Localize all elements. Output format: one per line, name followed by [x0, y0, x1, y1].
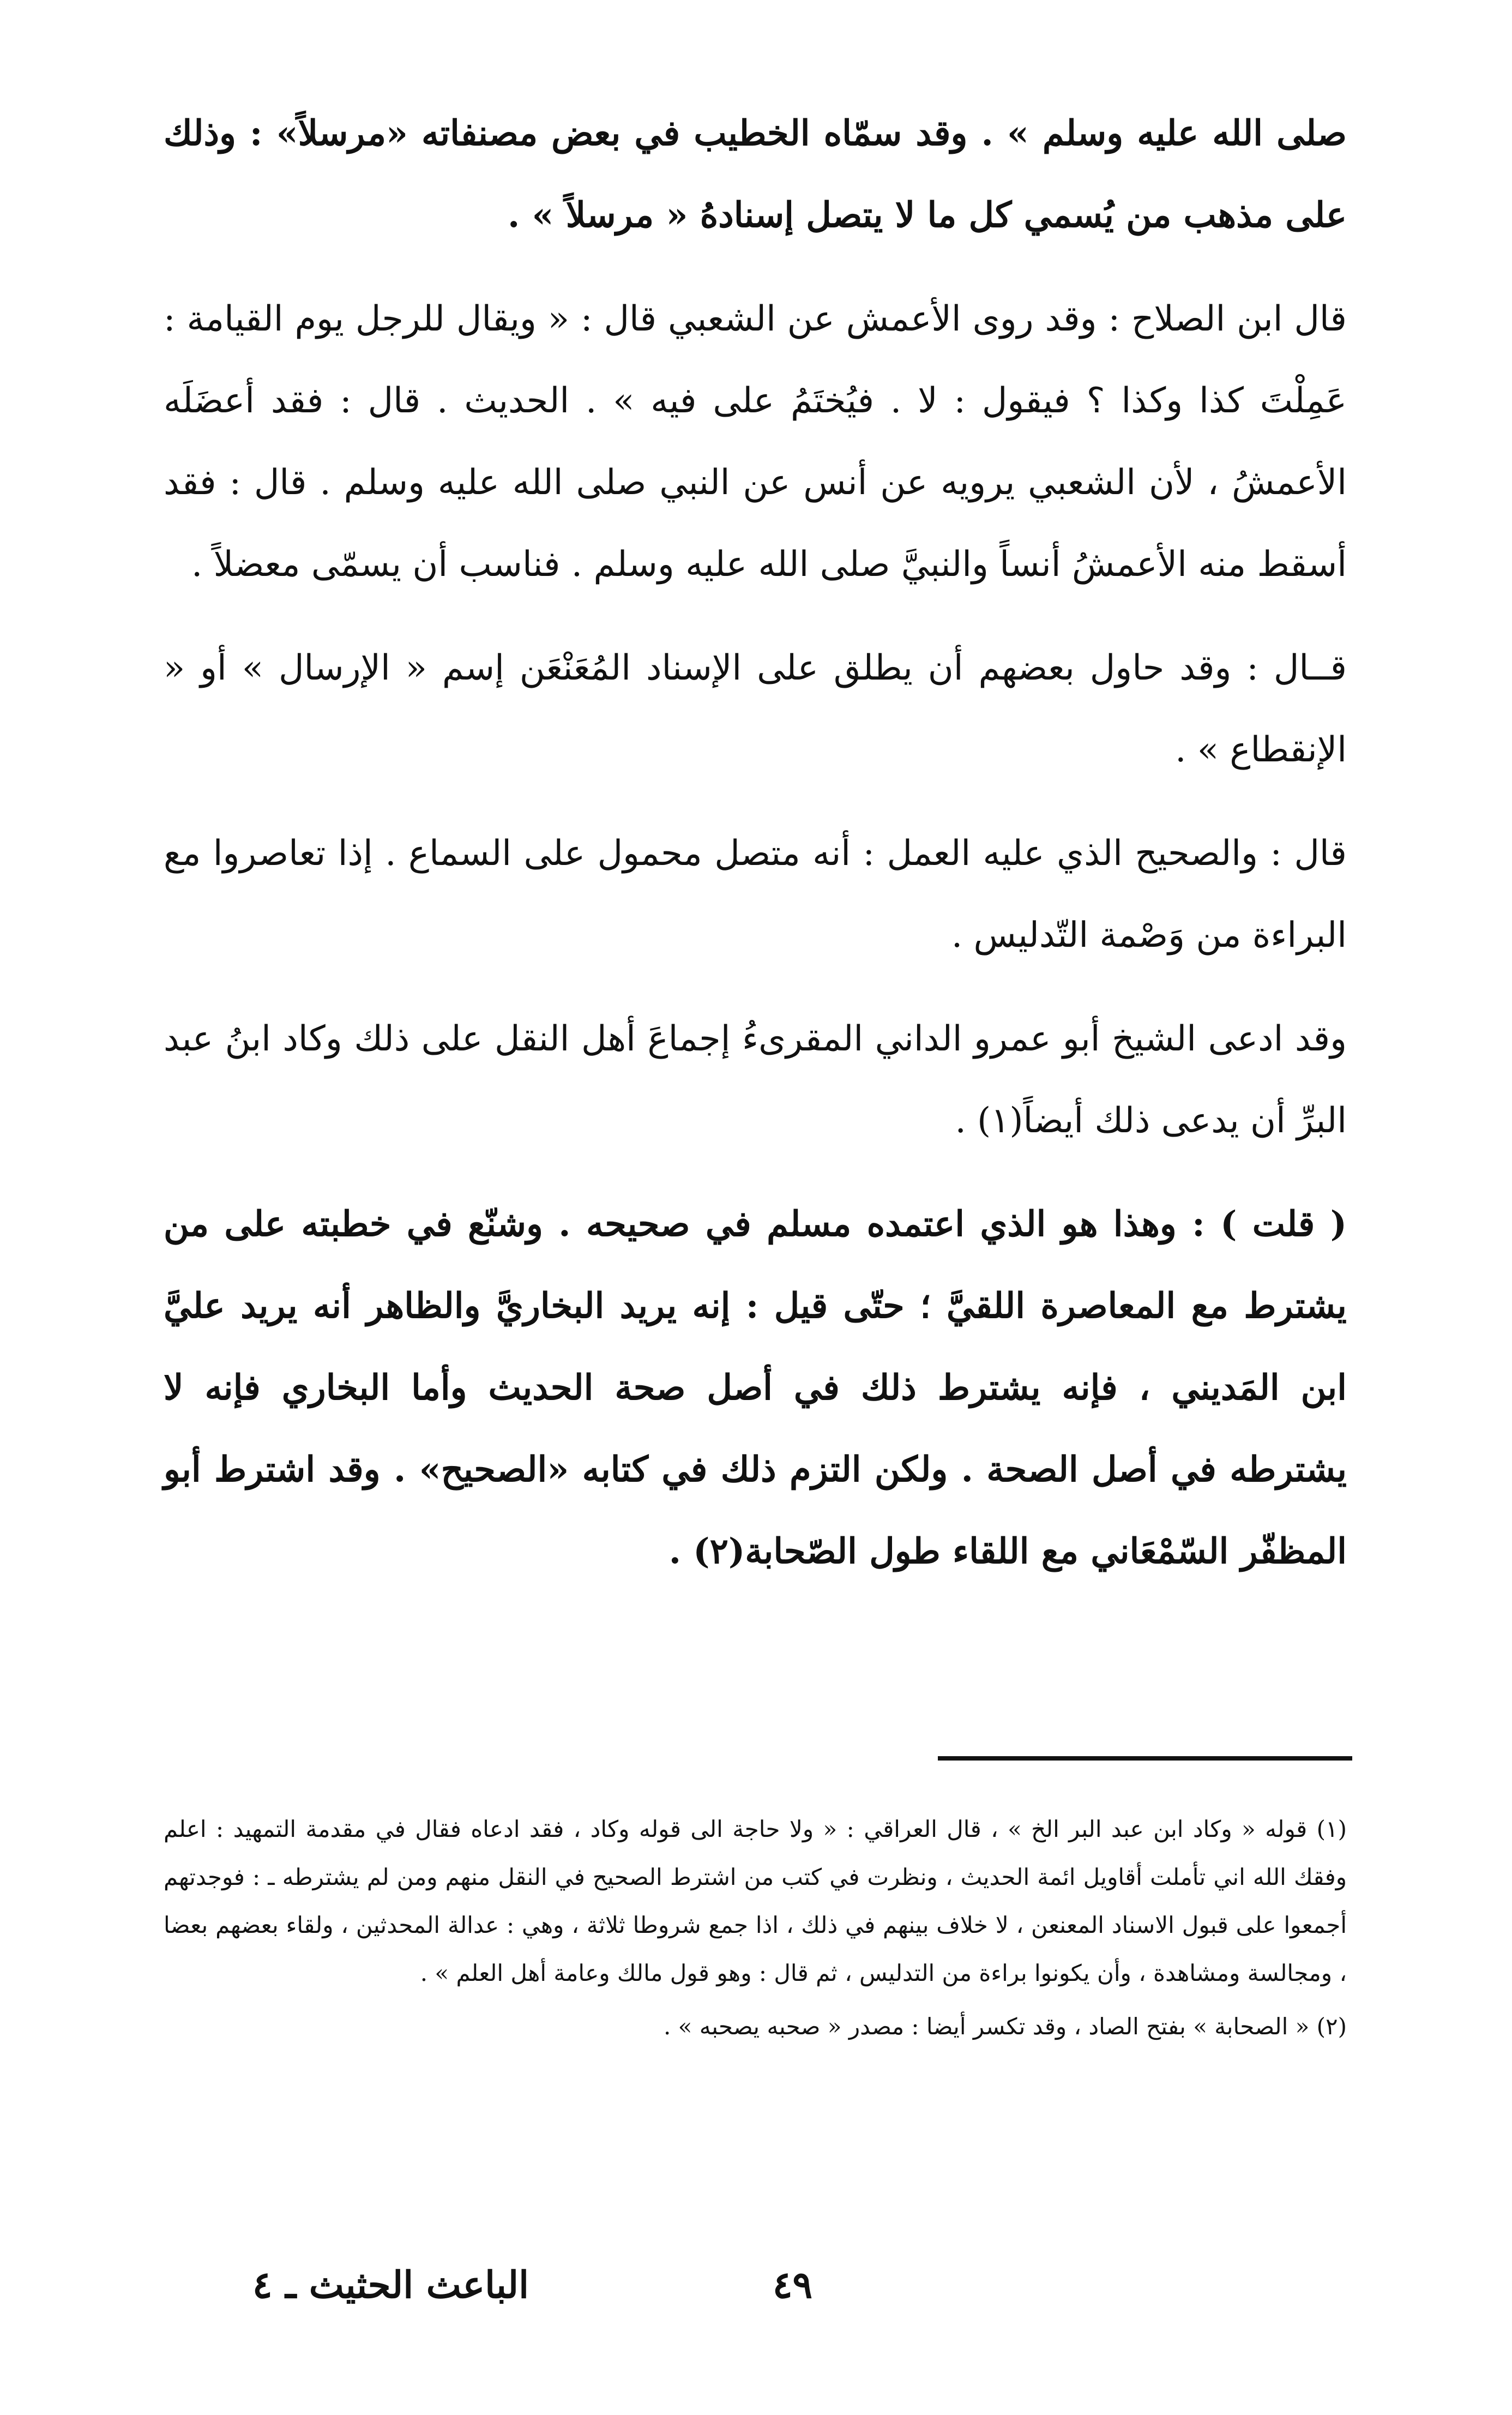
running-head: الباعث الحثيث ـ ٤	[252, 2263, 529, 2307]
page-footer	[164, 2263, 1347, 2329]
paragraph-2: قال ابن الصلاح : وقد روى الأعمش عن الشعبي قال : « ويقال للرجل يوم القيامة : عَمِلْتَ كذا وكذا ؟ فيقول : لا . فيُختَمُ على فيه » . الحديث . قال : فقد أعضَلَه الأعمشُ ، لأن الشعبي يرويه عن أنس عن النبي صلى الله عليه وسلم . قال : فقد أسقط منه الأعمشُ أنساً والنبيَّ صلى الله عليه وسلم . فناسب أن يسمّى معضلاً .	[164, 299, 1347, 585]
footnote-1: (١) قوله « وكاد ابن عبد البر الخ » ، قال العراقي : « ولا حاجة الى قوله وكاد ، فقد ادعاه فقال في مقدمة التمهيد : اعلم وفقك الله اني تأملت أقاويل ائمة الحديث ، ونظرت في كتب من اشترط الصحيح في النقل منهم ومن لم يشترطه ـ : فوجدتهم أجمعوا على قبول الاسناد المعنعن ، لا خلاف بينهم في ذلك ، اذا جمع شروطا ثلاثة ، وهي : عدالة المحدثين ، ولقاء بعضهم بعضا ، ومجالسة ومشاهدة ، وأن يكونوا براءة من التدليس ، ثم قال : وهو قول مالك وعامة أهل العلم » .	[164, 1816, 1347, 1986]
page-number: ٤٩	[772, 2263, 812, 2307]
footnote-2: (٢) « الصحابة » بفتح الصاد ، وقد تكسر أيضا : مصدر « صحبه يصحبه » .	[663, 2013, 1347, 2040]
footnote-separator	[938, 1756, 1352, 1761]
main-text	[164, 93, 1347, 1614]
paragraph-3: قــال : وقد حاول بعضهم أن يطلق على الإسناد المُعَنْعَن إسم « الإرسال » أو « الإنقطاع » .	[164, 648, 1347, 770]
paragraph-4: قال : والصحيح الذي عليه العمل : أنه متصل محمول على السماع . إذا تعاصروا مع البراءة من وَصْمة التّدليس .	[164, 833, 1347, 956]
paragraph-5: وقد ادعى الشيخ أبو عمرو الداني المقرىءُ إجماعَ أهل النقل على ذلك وكاد ابنُ عبد البرِّ أن يدعى ذلك أيضاً(١) .	[164, 1019, 1347, 1141]
paragraph-6: ( قلت ) : وهذا هو الذي اعتمده مسلم في صحيحه . وشنّع في خطبته على من يشترط مع المعاصرة اللقيَّ ؛ حتّى قيل : إنه يريد البخاريَّ والظاهر أنه يريد عليَّ ابن المَديني ، فإنه يشترط ذلك في أصل صحة الحديث وأما البخاري فإنه لا يشترطه في أصل الصحة . ولكن التزم ذلك في كتابه «الصحيح» . وقد اشترط أبو المظفّر السّمْعَاني مع اللقاء طول الصّحابة(٢) .	[164, 1204, 1347, 1572]
footnotes	[164, 1805, 1347, 2056]
paragraph-1: صلى الله عليه وسلم » . وقد سمّاه الخطيب في بعض مصنفاته «مرسلاً» : وذلك على مذهب من يُسمي كل ما لا يتصل إسنادهُ « مرسلاً » .	[164, 113, 1347, 236]
